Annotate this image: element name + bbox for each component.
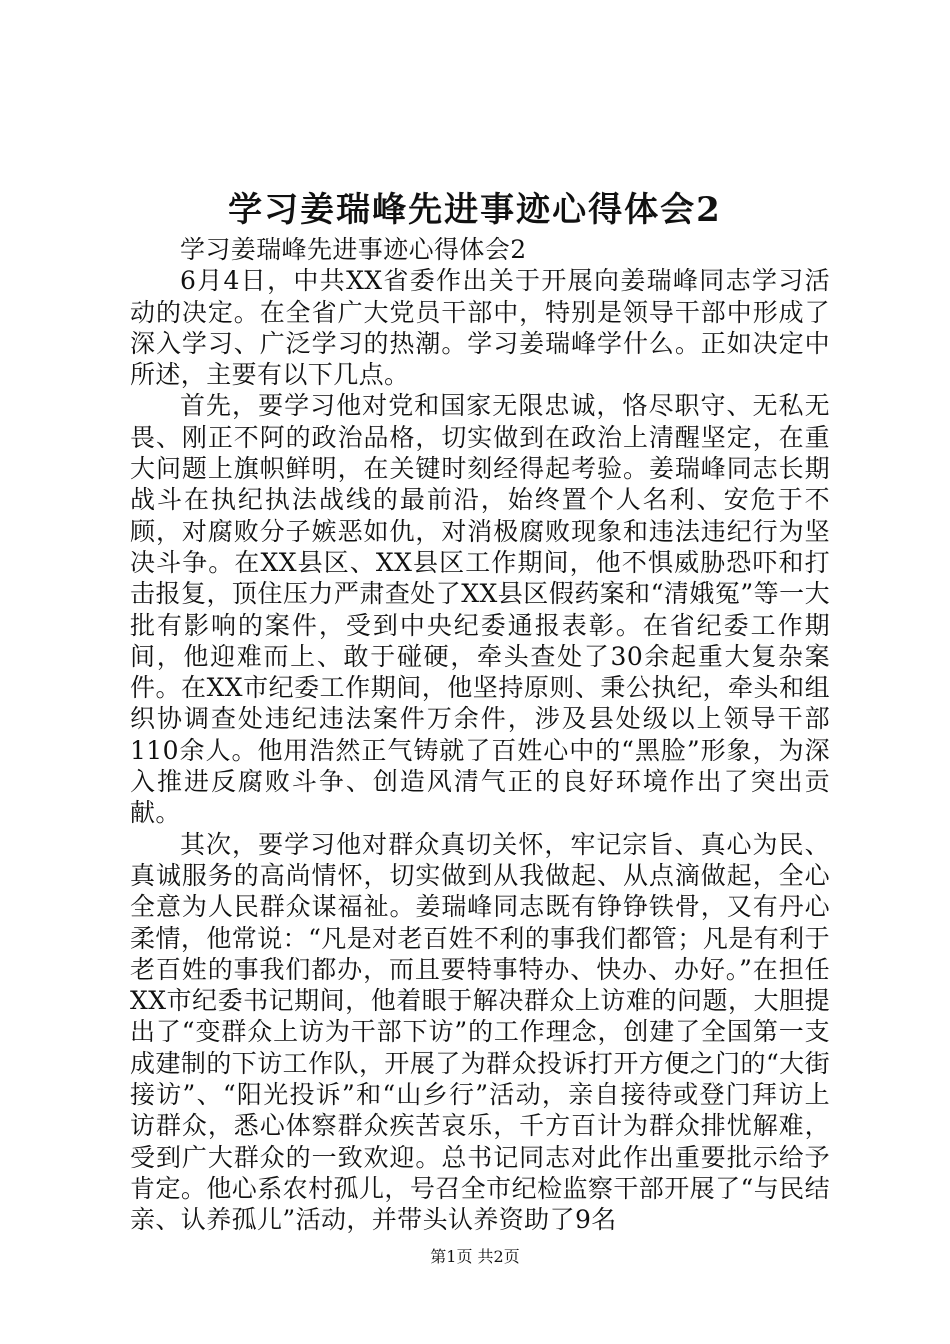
paragraph-intro: 6月4日，中共XX省委作出关于开展向姜瑞峰同志学习活动的决定。在全省广大党员干部中，特别是领导干部中形成了深入学习、广泛学习的热潮。学习姜瑞峰学什么。正如决定中所述，主要有以下几点。 <box>130 266 830 390</box>
paragraph-second-point: 其次，要学习他对群众真切关怀，牢记宗旨、真心为民、真诚服务的高尚情怀，切实做到从我做起、从点滴做起，全心全意为人民群众谋福祉。姜瑞峰同志既有铮铮铁骨，又有丹心柔情，他常说：“凡是对老百姓不利的事我们都管；凡是有利于老百姓的事我们都办，而且要特事特办、快办、办好。”在担任XX市纪委书记期间，他着眼于解决群众上访难的问题，大胆提出了“变群众上访为干部下访”的工作理念，创建了全国第一支成建制的下访工作队，开展了为群众投诉打开方便之门的“大街接访”、“阳光投诉”和“山乡行”活动，亲自接待或登门拜访上访群众，悉心体察群众疾苦哀乐，千方百计为群众排忧解难，受到广大群众的一致欢迎。总书记同志对此作出重要批示给予肯定。他心系农村孤儿，号召全市纪检监察干部开展了“与民结亲、认养孤儿”活动，并带头认养资助了9名 <box>130 829 830 1235</box>
document-body <box>130 234 830 1236</box>
document-title: 学习姜瑞峰先进事迹心得体会2 <box>228 190 722 230</box>
page-footer: 第1页 共2页 <box>430 1247 520 1266</box>
paragraph-subtitle: 学习姜瑞峰先进事迹心得体会2 <box>180 235 527 264</box>
paragraph-first-point: 首先，要学习他对党和国家无限忠诚，恪尽职守、无私无畏、刚正不阿的政治品格，切实做到在政治上清醒坚定，在重大问题上旗帜鲜明，在关键时刻经得起考验。姜瑞峰同志长期战斗在执纪执法战线的最前沿，始终置个人名利、安危于不顾，对腐败分子嫉恶如仇，对消极腐败现象和违法违纪行为坚决斗争。在XX县区、XX县区工作期间，他不惧威胁恐吓和打击报复，顶住压力严肃查处了XX县区假药案和“清娥冤”等一大批有影响的案件，受到中央纪委通报表彰。在省纪委工作期间，他迎难而上、敢于碰硬，牵头查处了30余起重大复杂案件。在XX市纪委工作期间，他坚持原则、秉公执纪，牵头和组织协调查处违纪违法案件万余件，涉及县处级以上领导干部110余人。他用浩然正气铸就了百姓心中的“黑脸”形象，为深入推进反腐败斗争、创造风清气正的良好环境作出了突出贡献。 <box>130 391 830 828</box>
